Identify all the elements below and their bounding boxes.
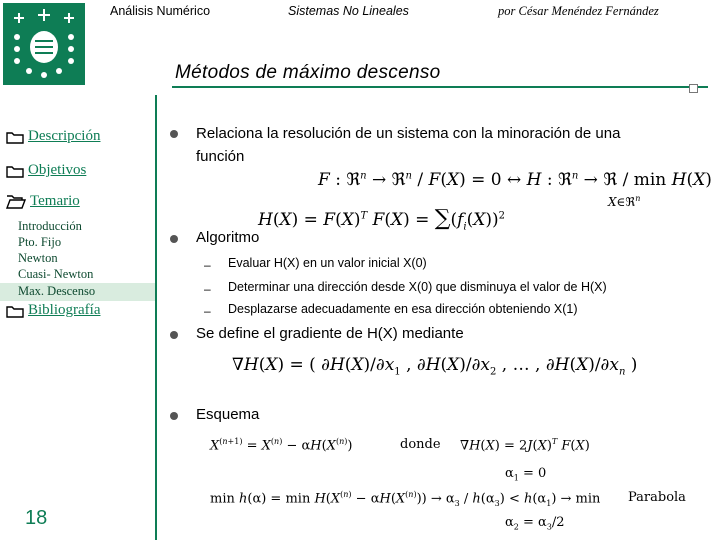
sidebar-item-bibliografia[interactable] (6, 302, 100, 319)
equation-h-definition: $H(X) = F(X)^T$ $F(X) = \sum(f_i(X))^2$ (258, 206, 506, 233)
title-divider (172, 86, 708, 88)
donde-label: donde (400, 437, 441, 452)
sidebar-subitem-pto-fijo[interactable]: Pto. Fijo (18, 235, 62, 249)
sidebar-item-label: Temario (30, 193, 80, 209)
step-3: Desplazarse adecuadamente en esa dirección obteniendo X(1) (228, 302, 578, 316)
sidebar-item-label: Descripción (28, 128, 101, 144)
step-2: Determinar una dirección desde X(0) que disminuya el valor de H(X) (228, 280, 607, 294)
equation-equivalence: F : ℜ$^n$ → ℜ$^n$ / F(X) = 0 ↔ H : ℜ$^n$ → ℜ / min H(X) (318, 170, 712, 190)
folder-closed-icon (6, 164, 24, 178)
bullet-dot (170, 331, 178, 339)
slide-title: Métodos de máximo descenso (175, 62, 441, 83)
sidebar-item-label: Objetivos (28, 162, 87, 178)
parabola-label: Parabola (628, 490, 686, 505)
equation-subscript: X∈ℜ$^n$ (608, 194, 641, 209)
header-course: Análisis Numérico (110, 4, 211, 18)
sidebar-item-temario[interactable] (6, 193, 80, 210)
bullet-text: Esquema (196, 406, 260, 423)
sidebar-subitem-cuasi-newton[interactable]: Cuasi- Newton (18, 267, 94, 281)
bullet-dot (170, 130, 178, 138)
sidebar-subitem-max-descenso[interactable]: Max. Descenso (18, 284, 96, 298)
sidebar-subitem-newton[interactable]: Newton (18, 251, 58, 265)
sidebar-subitem-introduccion[interactable]: Introducción (18, 219, 82, 233)
step-1: Evaluar H(X) en un valor inicial X(0) (228, 256, 427, 270)
sidebar-item-objetivos[interactable] (6, 162, 86, 179)
sidebar-divider (155, 95, 157, 540)
header-author: por César Menéndez Fernández (498, 4, 659, 18)
bullet-text: Relaciona la resolución de un sistema con la minoración de una (196, 125, 621, 142)
bullet-text: Se define el gradiente de H(X) mediante (196, 325, 464, 342)
folder-closed-icon (6, 304, 24, 318)
equation-alpha2: $\alpha_2 = \alpha_3/2$ (505, 515, 565, 532)
university-logo (3, 3, 85, 85)
sidebar-item-descripcion[interactable] (6, 128, 100, 145)
bullet-dot (170, 235, 178, 243)
folder-open-icon (6, 194, 26, 209)
equation-gradient-jacobian: $\nabla H(X) = 2J(X)^T$ F(X) (460, 437, 590, 454)
folder-closed-icon (6, 130, 24, 144)
equation-iteration: $X^{(n+1)} = X^{(n)} - \alpha H(X^{(n)})$ (210, 437, 353, 454)
equation-minimization: $\min h(\alpha) = \min H(X^{(n)} - \alpha H(X^{(n)})) \to \alpha_3 / h(\alpha_3) < h(\alpha_1) \to \min$ (210, 490, 601, 508)
equation-gradient: ∇H(X) = ( $\partial H(X)/\partial x_1$ , $\partial H(X)/\partial x_2$ , … , $\partial H(X)/\partial x_n$ ) (232, 355, 638, 378)
sidebar-item-label: Bibliografía (28, 302, 101, 318)
dash-marker: – (204, 282, 211, 296)
bullet-dot (170, 412, 178, 420)
page-number: 18 (25, 507, 48, 529)
title-marker (689, 84, 698, 93)
dash-marker: – (204, 304, 211, 318)
dash-marker: – (204, 258, 211, 272)
header-topic: Sistemas No Lineales (288, 4, 409, 18)
bullet-text-continued: función (196, 148, 245, 165)
equation-alpha1: $\alpha_1 = 0$ (505, 466, 547, 483)
bullet-text: Algoritmo (196, 229, 260, 246)
